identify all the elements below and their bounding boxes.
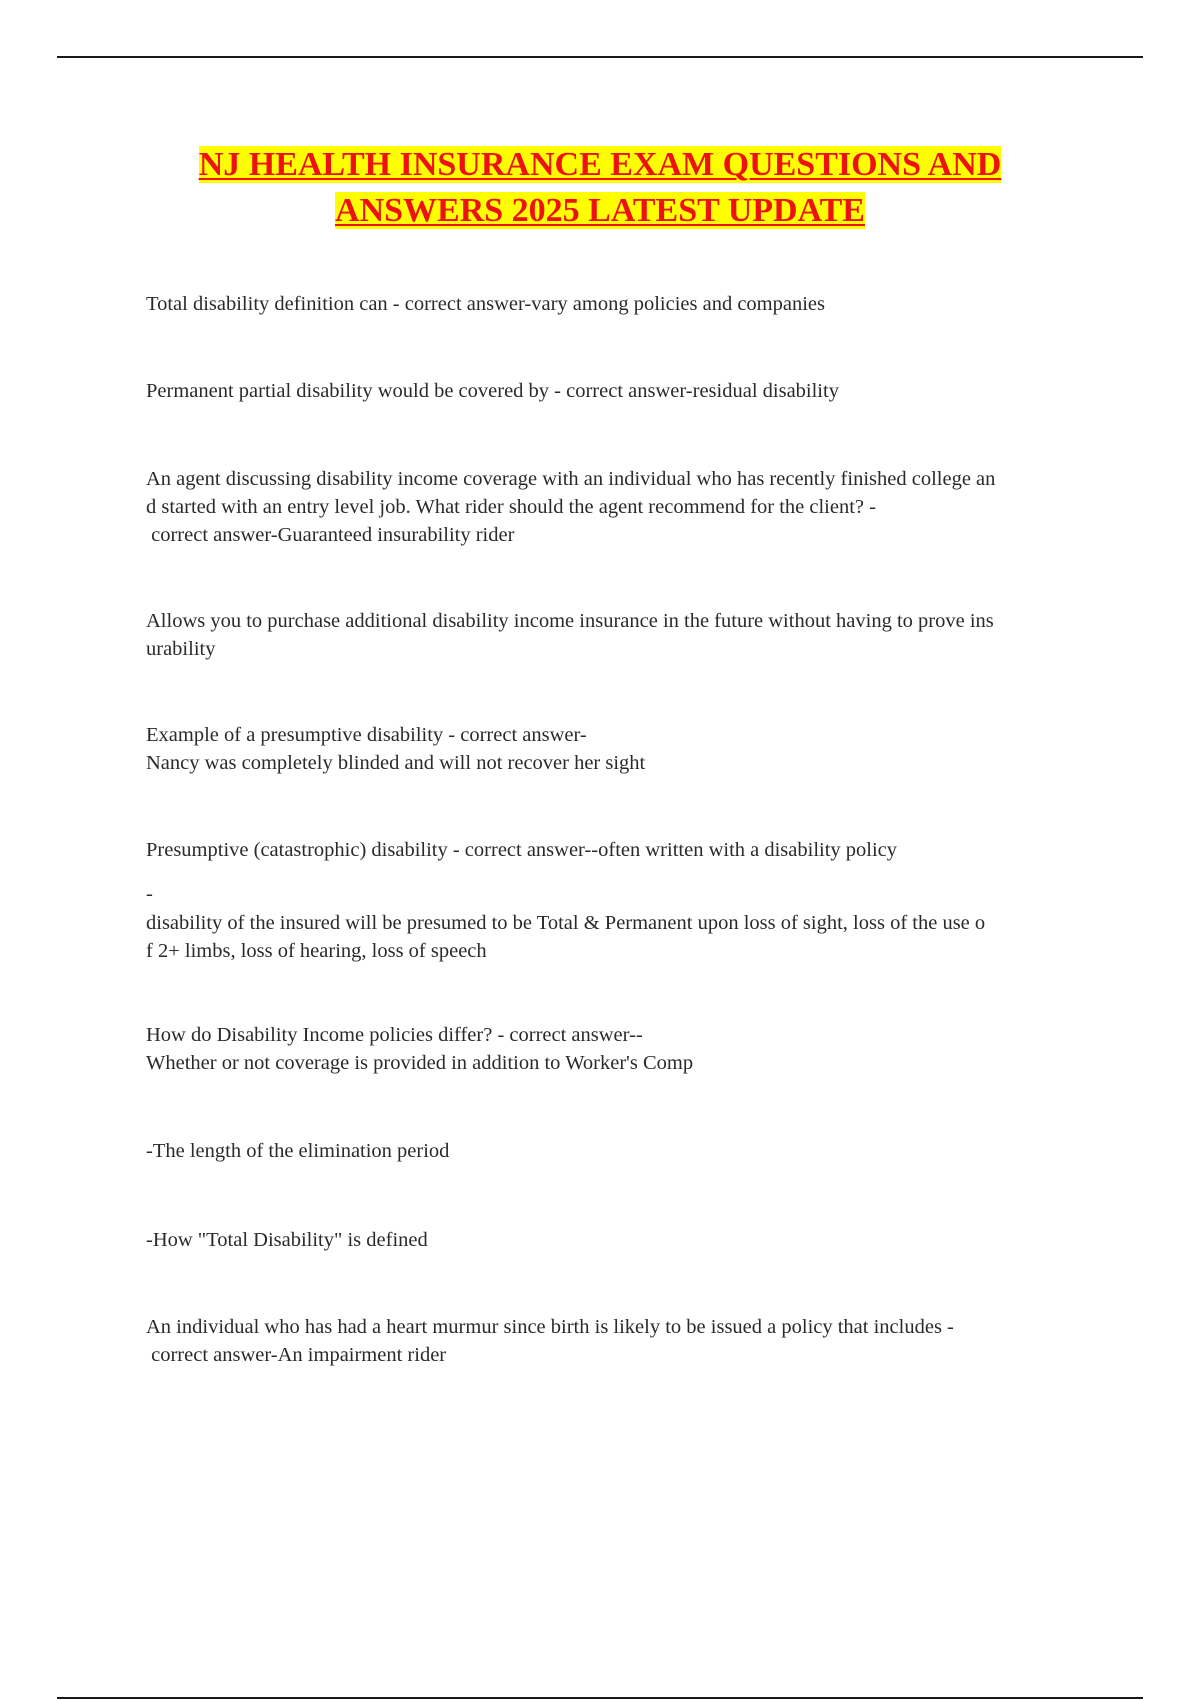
paragraph-7: - [146,883,153,905]
paragraph-3: An agent discussing disability income coverage with an individual who has recently finished college an d started with an entry level job. What rider should the agent recommend for the client? - correct answer-Guaranteed insurability rider [146,468,996,546]
title-line-1: NJ HEALTH INSURANCE EXAM QUESTIONS AND [198,146,1002,183]
paragraph-12: An individual who has had a heart murmur since birth is likely to be issued a policy that includes - correct answer-An impairment rider [146,1316,954,1366]
paragraph-11: -How "Total Disability" is defined [146,1229,428,1251]
paragraph-9: How do Disability Income policies differ? - correct answer-- Whether or not coverage is provided in addition to Worker's Comp [146,1024,694,1074]
paragraph-5: Example of a presumptive disability - correct answer- Nancy was completely blinded and will not recover her sight [146,724,646,774]
bottom-rule [57,1697,1143,1699]
paragraph-6: Presumptive (catastrophic) disability - correct answer--often written with a disability policy [146,839,898,861]
title-line-2: ANSWERS 2025 LATEST UPDATE [335,192,865,229]
paragraph-1: Total disability definition can - correct answer-vary among policies and companies [146,293,825,315]
paragraph-10: -The length of the elimination period [146,1140,450,1162]
paragraph-4: Allows you to purchase additional disability income insurance in the future without having to prove ins urability [146,610,994,660]
document-title [100,142,1100,234]
top-rule [57,56,1143,58]
paragraph-2: Permanent partial disability would be covered by - correct answer-residual disability [146,380,839,402]
paragraph-8: disability of the insured will be presumed to be Total & Permanent upon loss of sight, loss of the use o f 2+ limbs, loss of hearing, loss of speech [146,912,986,962]
